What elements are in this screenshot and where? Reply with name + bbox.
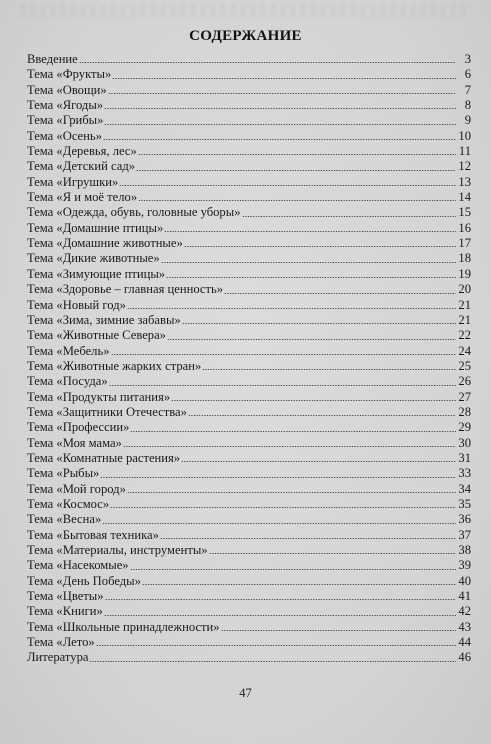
dot-leader <box>96 644 456 647</box>
toc-entry-page: 43 <box>458 619 471 634</box>
dot-leader <box>110 506 456 509</box>
toc-entry-title: Тема «Защитники Отечества» <box>27 404 187 419</box>
dot-leader <box>108 92 456 95</box>
toc-entry-page: 31 <box>458 450 471 465</box>
toc-entry <box>27 267 471 282</box>
toc-entry-page: 16 <box>458 220 471 235</box>
toc-entry-page: 3 <box>464 52 471 66</box>
toc-entry-page: 7 <box>464 82 471 97</box>
toc-entry <box>27 328 471 343</box>
toc-entry-page: 30 <box>458 435 471 450</box>
toc-entry-title: Тема «Новый год» <box>27 297 126 312</box>
toc-entry-title: Тема «Материалы, инструменты» <box>27 543 208 557</box>
toc-entry <box>27 98 471 113</box>
toc-entry-title: Тема «Грибы» <box>27 113 104 128</box>
toc-entry-page: 38 <box>458 543 471 557</box>
dot-leader <box>184 245 456 248</box>
toc-entry-page: 9 <box>464 113 471 128</box>
toc-entry-title: Тема «Домашние животные» <box>27 236 183 251</box>
dot-leader <box>105 598 456 601</box>
toc-entry-title: Тема «Космос» <box>27 496 110 511</box>
toc-entry <box>27 650 471 665</box>
toc-entry <box>27 436 471 451</box>
toc-entry-title: Тема «Лето» <box>27 635 95 650</box>
dot-leader <box>188 414 456 417</box>
dot-leader <box>79 61 456 64</box>
dot-leader <box>127 307 456 310</box>
toc-entry-page: 8 <box>464 98 471 113</box>
toc-entry-title: Тема «Дикие животные» <box>27 251 160 266</box>
toc-entry-page: 6 <box>464 67 471 82</box>
dot-leader <box>160 537 456 540</box>
toc-entry <box>27 635 471 650</box>
toc-entry-title: Тема «Книги» <box>27 604 103 619</box>
toc-entry-title: Тема «Комнатные растения» <box>27 450 181 465</box>
dot-leader <box>142 583 456 586</box>
dot-leader <box>130 568 456 571</box>
toc-entry-title: Тема «Одежда, обувь, головные уборы» <box>27 205 241 220</box>
toc-entry-page: 44 <box>458 635 471 650</box>
toc-entry-page: 20 <box>458 282 471 297</box>
toc-entry <box>27 221 471 236</box>
toc-entry-page: 27 <box>458 389 471 404</box>
toc-entry <box>27 83 471 98</box>
toc-entry <box>27 175 471 190</box>
dot-leader <box>224 292 456 295</box>
dot-leader <box>161 261 456 264</box>
dot-leader <box>119 184 456 187</box>
toc-entry <box>27 282 471 297</box>
toc-entry <box>27 359 471 374</box>
toc-entry-title: Тема «Животные жарких стран» <box>27 358 202 373</box>
toc-entry-page: 39 <box>458 558 471 573</box>
toc-entry-page: 10 <box>458 128 471 143</box>
toc-entry-page: 24 <box>458 343 471 358</box>
toc-entry-title: Тема «Зима, зимние забавы» <box>27 312 181 327</box>
dot-leader <box>103 138 456 141</box>
dot-leader <box>242 215 457 218</box>
toc-entry-page: 25 <box>458 358 471 373</box>
toc-entry-title: Тема «Животные Севера» <box>27 328 166 343</box>
toc-entry-title: Тема «Школьные принадлежности» <box>27 619 220 634</box>
toc-entry <box>27 67 471 82</box>
toc-entry-title: Тема «Зимующие птицы» <box>27 266 166 281</box>
toc-entry-page: 15 <box>458 205 471 220</box>
toc-entry-title: Тема «Домашние птицы» <box>27 220 164 235</box>
page-number: 47 <box>239 686 252 700</box>
toc-entry <box>27 159 471 174</box>
toc-entry-title: Тема «Профессии» <box>27 420 130 435</box>
toc-entry-title: Тема «Насекомые» <box>27 558 129 573</box>
toc-entry-title: Тема «Мой город» <box>27 481 126 496</box>
dot-leader <box>112 77 456 80</box>
toc-entry-title: Тема «Мебель» <box>27 343 110 358</box>
toc-entry-title: Тема «Весна» <box>27 512 102 527</box>
toc-entry-title: Тема «Здоровье – главная ценность» <box>27 282 224 297</box>
toc-entry <box>27 344 471 359</box>
dot-leader <box>138 199 456 202</box>
dot-leader <box>104 107 456 110</box>
toc-entry <box>27 313 471 328</box>
toc-entry <box>27 543 471 558</box>
toc-entry-page: 46 <box>458 650 471 665</box>
toc-entry <box>27 482 471 497</box>
toc-entry-page: 37 <box>458 527 471 542</box>
toc-entry-page: 26 <box>458 374 471 389</box>
toc-entry-title: Тема «Ягоды» <box>27 98 104 113</box>
toc-entry-page: 40 <box>458 573 471 588</box>
toc-entry <box>27 205 471 220</box>
toc-entry <box>27 405 471 420</box>
toc-entry-page: 21 <box>458 312 471 327</box>
toc-entry <box>27 129 471 144</box>
dot-leader <box>209 552 456 555</box>
toc-entry-title: Тема «Фрукты» <box>27 67 112 82</box>
dot-leader <box>102 522 456 525</box>
dot-leader <box>171 399 456 402</box>
toc-entry-title: Тема «Детский сад» <box>27 159 136 174</box>
toc-entry <box>27 390 471 405</box>
toc-entry-page: 13 <box>458 174 471 189</box>
toc-entry <box>27 144 471 159</box>
toc-entry <box>27 497 471 512</box>
dot-leader <box>202 368 456 371</box>
toc-entry-page: 19 <box>458 266 471 281</box>
toc-entry-page: 34 <box>458 481 471 496</box>
toc-entry-page: 11 <box>458 144 471 159</box>
dot-leader <box>130 430 456 433</box>
toc-entry-title: Тема «Я и моё тело» <box>27 190 138 205</box>
toc-entry-title: Введение <box>27 52 78 66</box>
dot-leader <box>104 123 456 126</box>
toc-entry <box>27 574 471 589</box>
dot-leader <box>166 276 456 279</box>
dot-leader <box>167 338 456 341</box>
dot-leader <box>136 169 456 172</box>
toc-entry <box>27 589 471 604</box>
toc-entry-page: 29 <box>458 420 471 435</box>
toc-entry <box>27 512 471 527</box>
toc-entry-title: Литература <box>27 650 89 665</box>
toc-entry <box>27 190 471 205</box>
dot-leader <box>123 445 456 448</box>
toc-entry-title: Тема «Продукты питания» <box>27 389 171 404</box>
toc-entry-page: 12 <box>458 159 471 174</box>
toc-entry-page: 21 <box>458 297 471 312</box>
toc-entry-title: Тема «Бытовая техника» <box>27 527 159 542</box>
dot-leader <box>127 491 456 494</box>
toc-entry-title: Тема «Цветы» <box>27 589 104 604</box>
table-of-contents <box>27 52 471 666</box>
toc-entry-title: Тема «Игрушки» <box>27 174 119 189</box>
toc-entry <box>27 620 471 635</box>
toc-entry-page: 22 <box>458 328 471 343</box>
toc-entry-title: Тема «День Победы» <box>27 573 141 588</box>
dot-leader <box>104 614 456 617</box>
toc-entry <box>27 251 471 266</box>
toc-entry <box>27 528 471 543</box>
toc-entry-title: Тема «Посуда» <box>27 374 108 389</box>
toc-entry-page: 36 <box>458 512 471 527</box>
toc-entry <box>27 298 471 313</box>
toc-entry <box>27 113 471 128</box>
page-title: СОДЕРЖАНИЕ <box>189 28 302 44</box>
toc-entry-title: Тема «Рыбы» <box>27 466 100 481</box>
toc-entry-page: 28 <box>458 404 471 419</box>
toc-entry-page: 42 <box>458 604 471 619</box>
dot-leader <box>89 660 456 663</box>
dot-leader <box>138 153 456 156</box>
toc-entry <box>27 374 471 389</box>
dot-leader <box>221 629 456 632</box>
toc-entry-page: 33 <box>458 466 471 481</box>
dot-leader <box>109 384 456 387</box>
toc-entry-page: 14 <box>458 190 471 205</box>
toc-entry <box>27 558 471 573</box>
toc-entry-title: Тема «Осень» <box>27 128 102 143</box>
toc-entry <box>27 604 471 619</box>
toc-entry-page: 35 <box>458 496 471 511</box>
dot-leader <box>181 460 456 463</box>
toc-entry <box>27 466 471 481</box>
dot-leader <box>100 476 456 479</box>
toc-entry-title: Тема «Деревья, лес» <box>27 144 137 159</box>
toc-entry <box>27 451 471 466</box>
toc-entry-title: Тема «Моя мама» <box>27 435 122 450</box>
toc-entry-page: 18 <box>458 251 471 266</box>
toc-entry-title: Тема «Овощи» <box>27 82 107 97</box>
toc-entry-page: 41 <box>458 589 471 604</box>
toc-entry <box>27 236 471 251</box>
toc-entry-page: 17 <box>458 236 471 251</box>
dot-leader <box>111 353 457 356</box>
dot-leader <box>164 230 456 233</box>
show-through-text <box>20 4 471 18</box>
toc-entry <box>27 420 471 435</box>
toc-entry <box>27 52 471 67</box>
dot-leader <box>182 322 456 325</box>
